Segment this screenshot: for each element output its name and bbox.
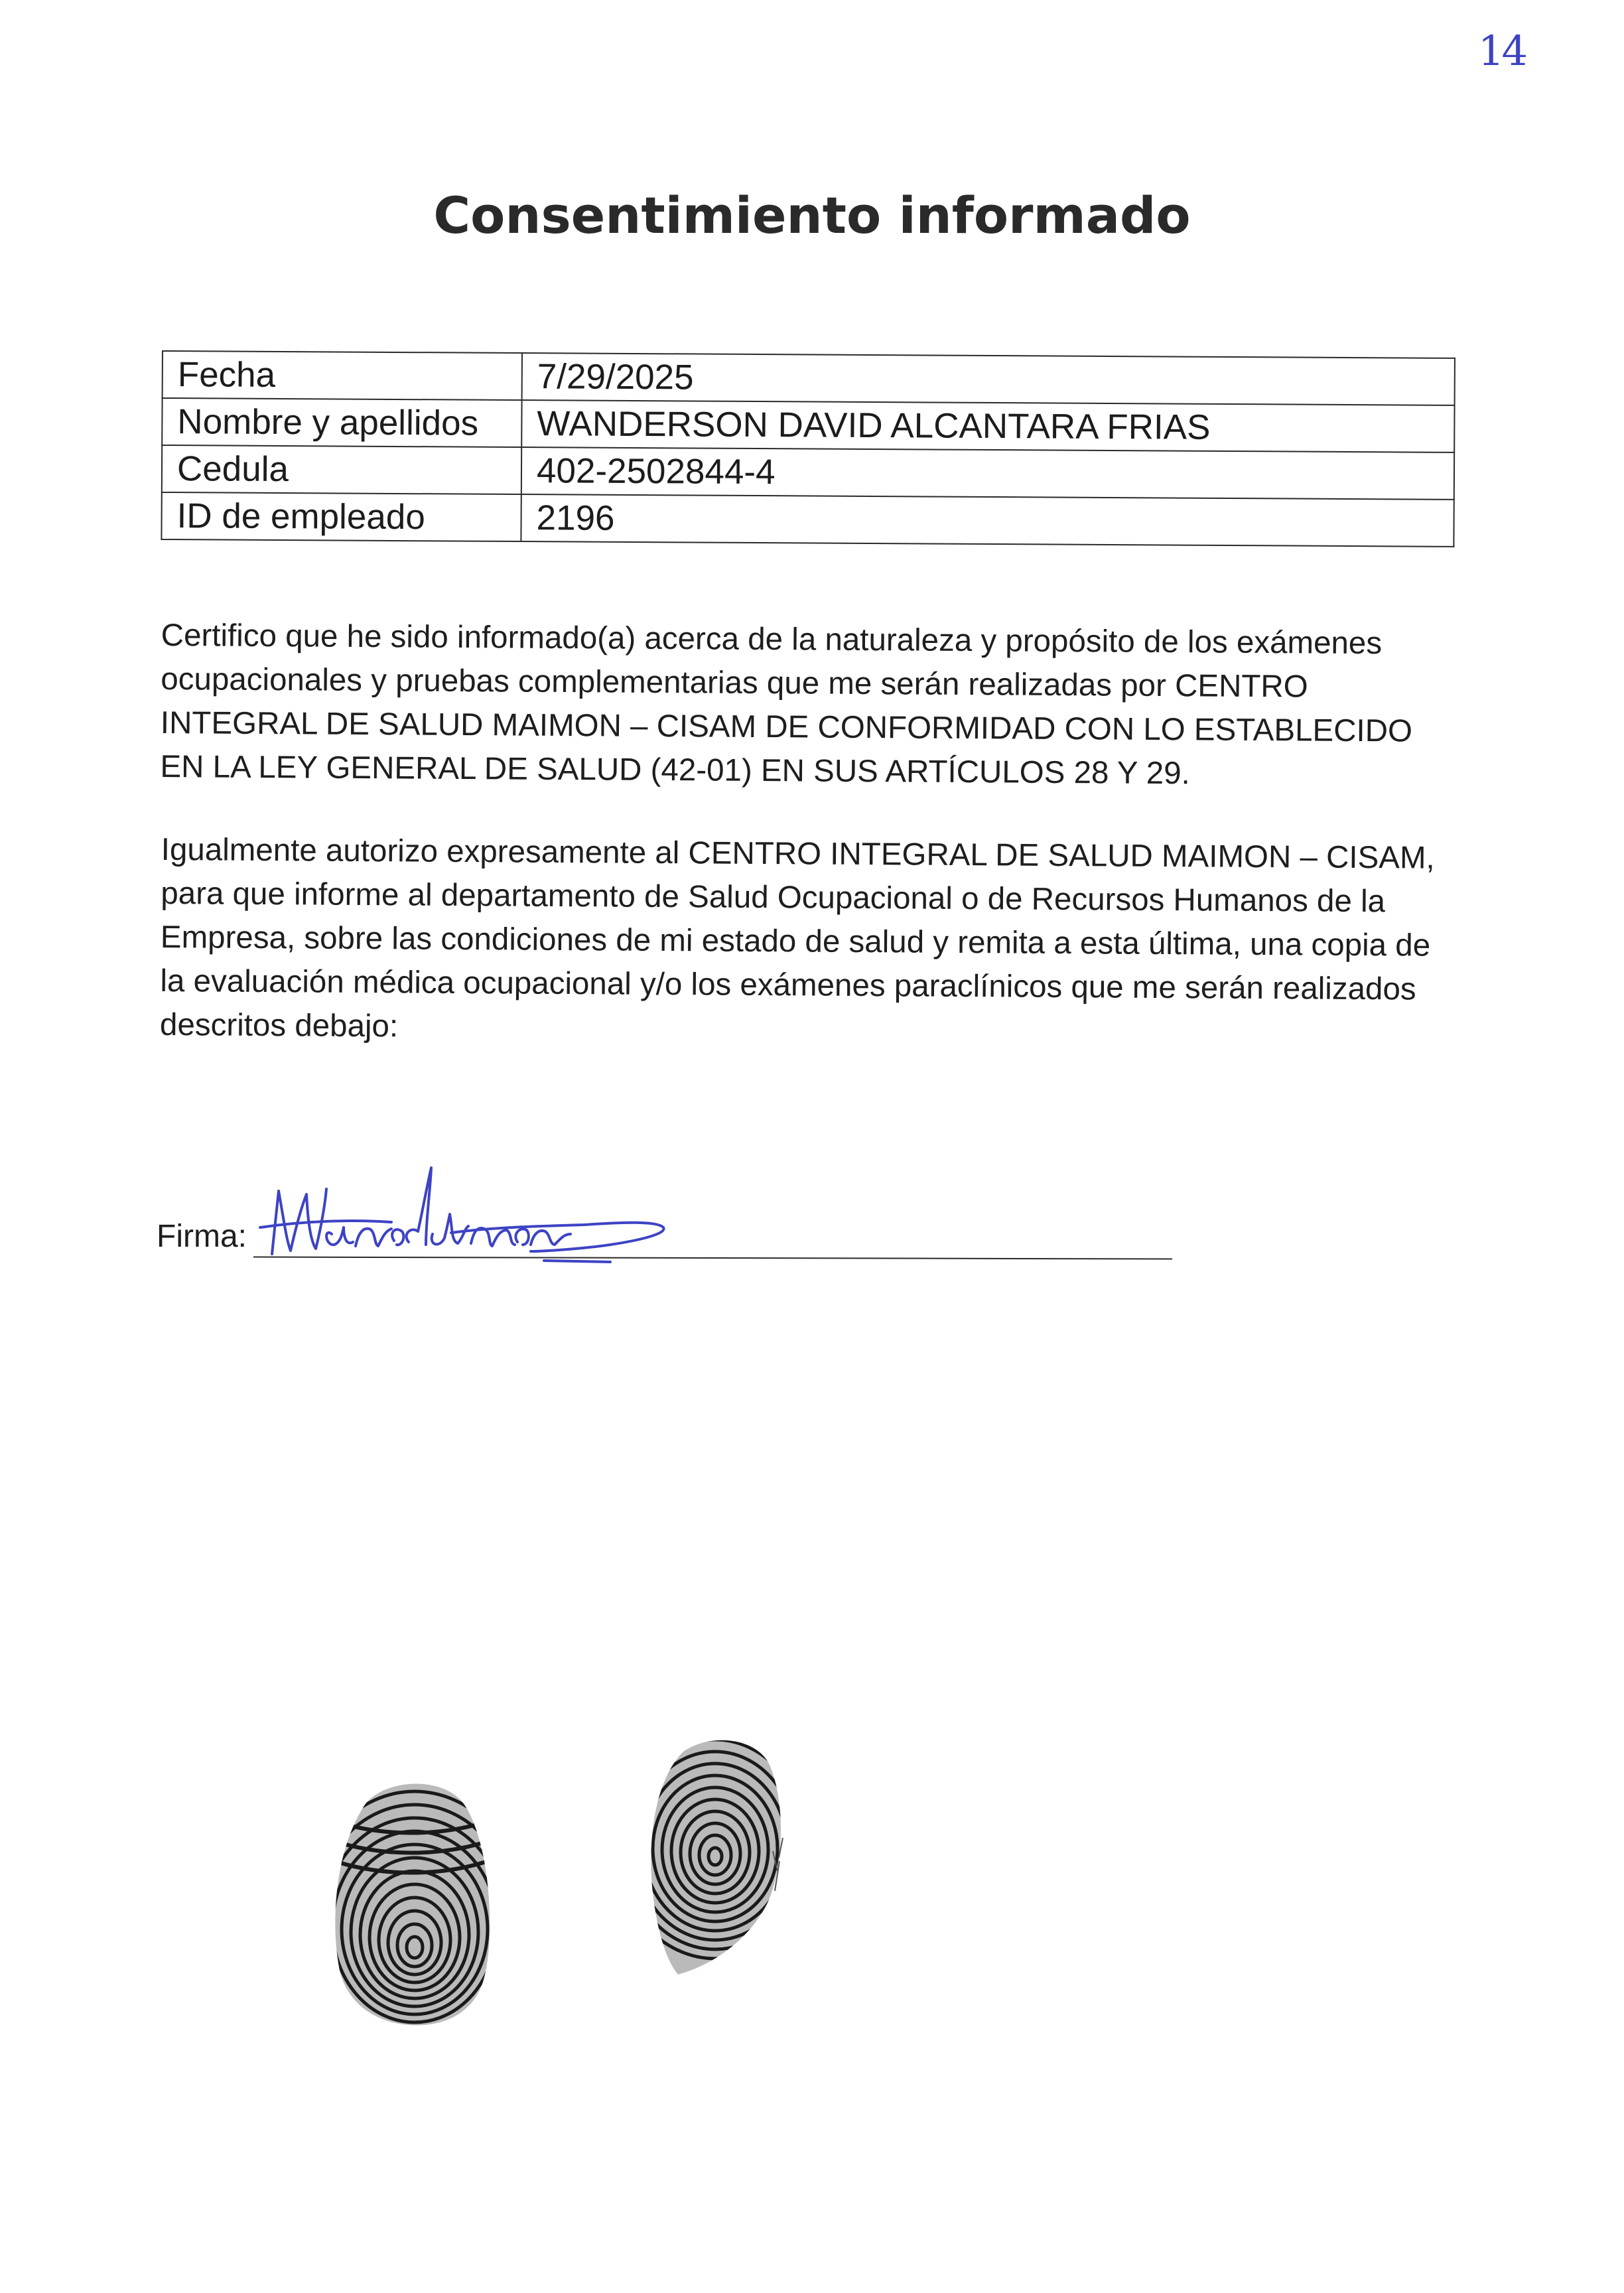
- consent-paragraph-2: Igualmente autorizo expresamente al CENTRO INTEGRAL DE SALUD MAIMON – CISAM, para que informe al departamento de Salud Ocupacional o de Recursos Humanos de la Empresa, sobre las condiciones de mi estado de salud y remita a esta última, una copia de la evaluación médica ocupacional y/o los exámenes paraclínicos que me serán realizados descritos debajo:: [159, 831, 1435, 1044]
- handwritten-signature: [252, 1128, 690, 1287]
- table-row-fecha: [163, 351, 1455, 405]
- signature-label: Firma:: [157, 1219, 247, 1254]
- table-row-value: 7/29/2025: [522, 353, 1455, 405]
- page-number: 14: [1478, 27, 1525, 75]
- document-title: Consentimiento informado: [433, 186, 1191, 245]
- table-row-nombre: [162, 398, 1454, 452]
- info-table: [161, 350, 1455, 547]
- table-row-label: Fecha: [163, 351, 522, 400]
- fingerprint-right: [637, 1738, 809, 1984]
- table-row-value: 402-2502844-4: [521, 447, 1454, 500]
- table-row-cedula: [162, 445, 1454, 500]
- consent-paragraph-1: Certifico que he sido informado(a) acerca de la naturaleza y propósito de los exámenes ocupacionales y pruebas complementarias que me serán realizadas por CENTRO INTEGRAL DE SALUD MAIMON – CISAM DE CONFORMIDAD CON LO ESTABLECIDO EN LA LEY GENERAL DE SALUD (42-01) EN SUS ARTÍCULOS 28 Y 29.: [160, 617, 1413, 792]
- table-row-label: ID de empleado: [161, 492, 521, 541]
- table-row-label: Nombre y apellidos: [162, 398, 521, 447]
- table-row-label: Cedula: [162, 445, 521, 494]
- fingerprint-left: [325, 1778, 498, 2030]
- table-row-value: WANDERSON DAVID ALCANTARA FRIAS: [521, 400, 1454, 452]
- table-row-id-empleado: [161, 492, 1454, 547]
- table-row-value: 2196: [521, 494, 1454, 547]
